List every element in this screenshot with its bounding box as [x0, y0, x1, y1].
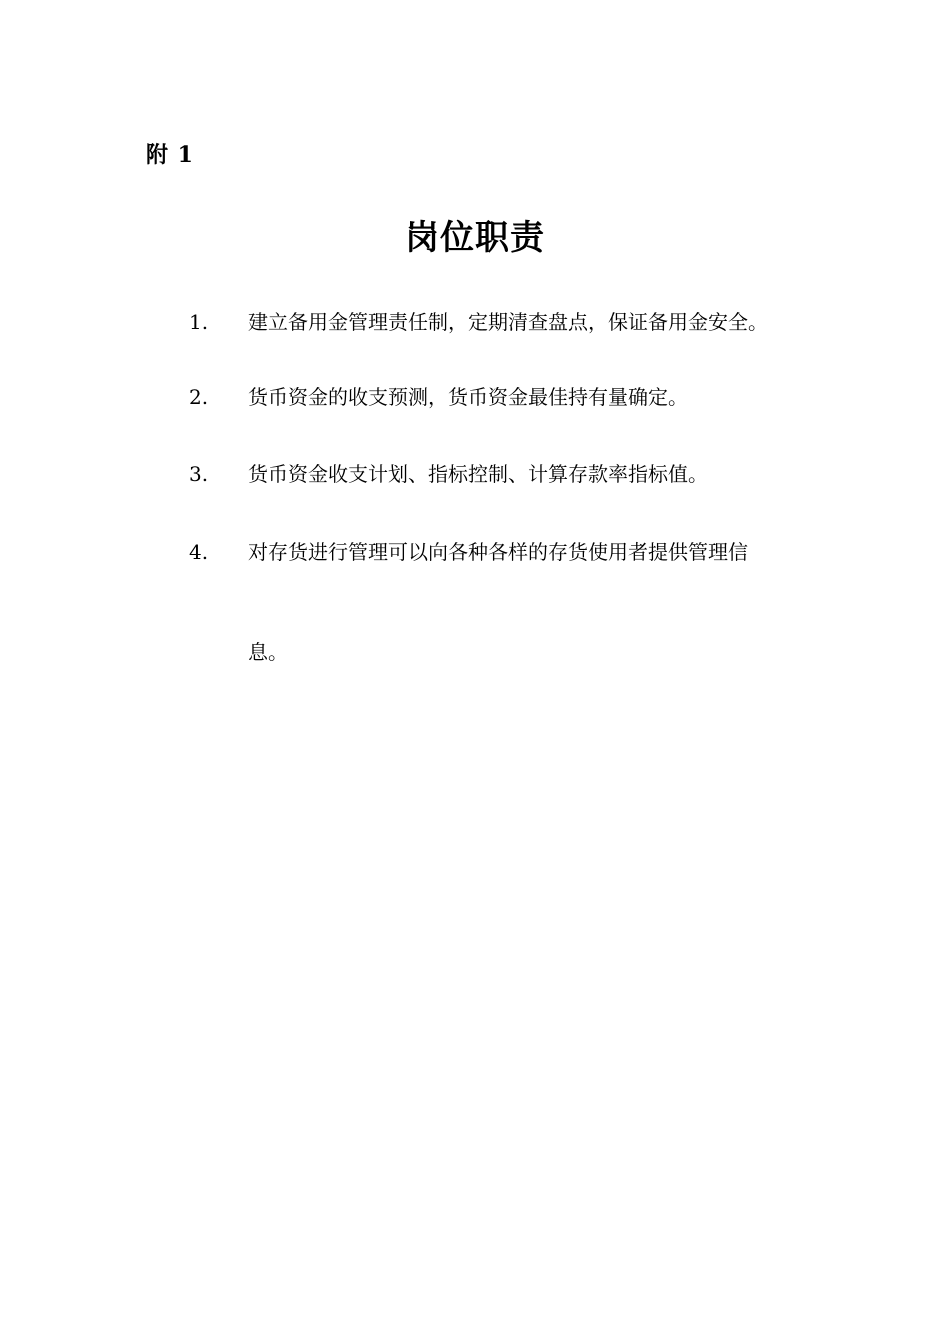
duty-number: 1. — [189, 310, 209, 334]
duty-number: 3. — [189, 462, 209, 486]
duty-number: 4. — [189, 540, 209, 564]
duty-number: 2. — [189, 385, 209, 409]
appendix-label: 附 1 — [146, 142, 194, 168]
duty-text: 货币资金的收支预测，货币资金最佳持有量确定。 — [248, 385, 688, 409]
duty-text-continuation: 息。 — [248, 640, 288, 664]
duty-text: 货币资金收支计划、指标控制、计算存款率指标值。 — [248, 462, 708, 486]
page-title: 岗位职责 — [405, 218, 545, 258]
duty-text: 对存货进行管理可以向各种各样的存货使用者提供管理信 — [248, 540, 748, 564]
duty-text: 建立备用金管理责任制，定期清查盘点，保证备用金安全。 — [248, 310, 768, 334]
